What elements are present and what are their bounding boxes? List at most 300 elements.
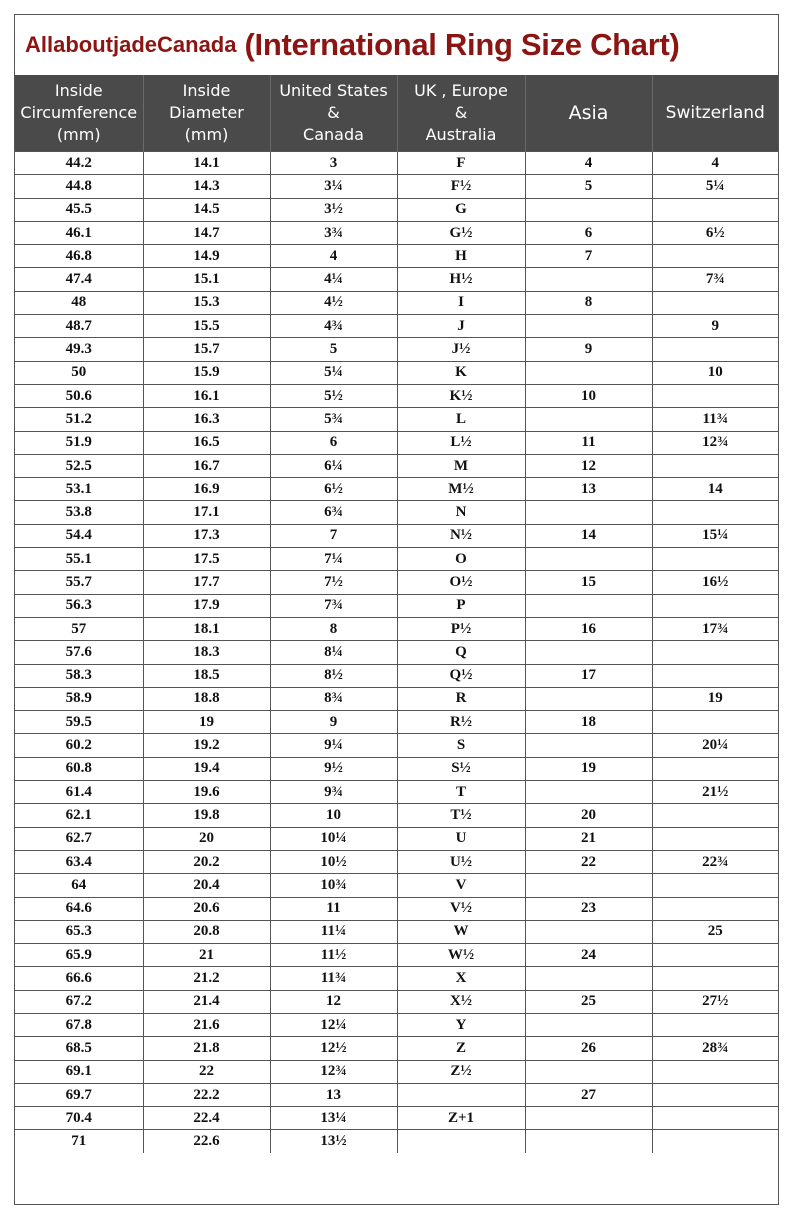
cell-asia: 5 bbox=[525, 175, 652, 198]
cell-us-canada: 12¼ bbox=[270, 1013, 397, 1036]
cell-asia bbox=[525, 967, 652, 990]
table-row bbox=[15, 175, 778, 198]
cell-diameter: 21.8 bbox=[143, 1037, 270, 1060]
cell-asia: 20 bbox=[525, 804, 652, 827]
cell-diameter: 21.2 bbox=[143, 967, 270, 990]
cell-circumference: 50 bbox=[15, 361, 143, 384]
cell-switzerland: 6½ bbox=[652, 221, 778, 244]
cell-asia: 24 bbox=[525, 944, 652, 967]
cell-switzerland: 22¾ bbox=[652, 850, 778, 873]
cell-uk-europe-australia: Z½ bbox=[397, 1060, 525, 1083]
cell-us-canada: 4¾ bbox=[270, 315, 397, 338]
cell-diameter: 22 bbox=[143, 1060, 270, 1083]
cell-diameter: 19 bbox=[143, 711, 270, 734]
cell-circumference: 63.4 bbox=[15, 850, 143, 873]
header-line: Australia bbox=[425, 125, 497, 144]
cell-uk-europe-australia: K bbox=[397, 361, 525, 384]
cell-circumference: 65.3 bbox=[15, 920, 143, 943]
cell-asia bbox=[525, 1130, 652, 1153]
cell-diameter: 15.1 bbox=[143, 268, 270, 291]
cell-us-canada: 8½ bbox=[270, 664, 397, 687]
cell-us-canada: 9 bbox=[270, 711, 397, 734]
cell-us-canada: 10 bbox=[270, 804, 397, 827]
cell-uk-europe-australia: X bbox=[397, 967, 525, 990]
cell-asia: 11 bbox=[525, 431, 652, 454]
cell-switzerland: 16½ bbox=[652, 571, 778, 594]
cell-switzerland: 11¾ bbox=[652, 408, 778, 431]
cell-circumference: 58.3 bbox=[15, 664, 143, 687]
table-row bbox=[15, 501, 778, 524]
table-row bbox=[15, 571, 778, 594]
cell-switzerland: 20¼ bbox=[652, 734, 778, 757]
cell-diameter: 20.8 bbox=[143, 920, 270, 943]
cell-uk-europe-australia: T½ bbox=[397, 804, 525, 827]
cell-asia bbox=[525, 1107, 652, 1130]
cell-asia: 4 bbox=[525, 152, 652, 175]
cell-us-canada: 10¾ bbox=[270, 874, 397, 897]
cell-us-canada: 6¾ bbox=[270, 501, 397, 524]
cell-uk-europe-australia: V bbox=[397, 874, 525, 897]
cell-switzerland bbox=[652, 338, 778, 361]
cell-circumference: 55.7 bbox=[15, 571, 143, 594]
cell-diameter: 14.9 bbox=[143, 245, 270, 268]
cell-uk-europe-australia: X½ bbox=[397, 990, 525, 1013]
cell-diameter: 17.1 bbox=[143, 501, 270, 524]
table-row bbox=[15, 1060, 778, 1083]
cell-switzerland bbox=[652, 827, 778, 850]
cell-us-canada: 7½ bbox=[270, 571, 397, 594]
cell-switzerland bbox=[652, 454, 778, 477]
header-line: Canada bbox=[303, 125, 364, 144]
cell-us-canada: 13 bbox=[270, 1083, 397, 1106]
cell-circumference: 69.7 bbox=[15, 1083, 143, 1106]
cell-uk-europe-australia bbox=[397, 1083, 525, 1106]
table-row bbox=[15, 268, 778, 291]
cell-switzerland bbox=[652, 1107, 778, 1130]
cell-switzerland bbox=[652, 291, 778, 314]
cell-us-canada: 6¼ bbox=[270, 454, 397, 477]
cell-switzerland bbox=[652, 594, 778, 617]
cell-us-canada: 3 bbox=[270, 152, 397, 175]
size-table bbox=[15, 75, 778, 1153]
cell-us-canada: 13½ bbox=[270, 1130, 397, 1153]
cell-switzerland bbox=[652, 874, 778, 897]
header-line: (mm) bbox=[56, 125, 101, 144]
header-line: UK , Europe bbox=[414, 81, 508, 100]
cell-uk-europe-australia: M½ bbox=[397, 478, 525, 501]
title-bar bbox=[15, 15, 778, 75]
cell-us-canada: 8¼ bbox=[270, 641, 397, 664]
cell-asia bbox=[525, 874, 652, 897]
table-row bbox=[15, 478, 778, 501]
cell-us-canada: 3¼ bbox=[270, 175, 397, 198]
table-row bbox=[15, 431, 778, 454]
cell-us-canada: 5 bbox=[270, 338, 397, 361]
cell-uk-europe-australia: Y bbox=[397, 1013, 525, 1036]
cell-uk-europe-australia: G bbox=[397, 198, 525, 221]
cell-diameter: 14.5 bbox=[143, 198, 270, 221]
header-united-states-canada bbox=[270, 75, 397, 152]
cell-circumference: 44.8 bbox=[15, 175, 143, 198]
table-row bbox=[15, 687, 778, 710]
ring-size-chart bbox=[14, 14, 779, 1205]
cell-diameter: 14.7 bbox=[143, 221, 270, 244]
cell-circumference: 56.3 bbox=[15, 594, 143, 617]
cell-asia: 18 bbox=[525, 711, 652, 734]
cell-us-canada: 5½ bbox=[270, 384, 397, 407]
cell-asia: 26 bbox=[525, 1037, 652, 1060]
cell-circumference: 45.5 bbox=[15, 198, 143, 221]
cell-asia: 13 bbox=[525, 478, 652, 501]
cell-uk-europe-australia: T bbox=[397, 781, 525, 804]
cell-us-canada: 12½ bbox=[270, 1037, 397, 1060]
cell-us-canada: 11 bbox=[270, 897, 397, 920]
cell-us-canada: 6 bbox=[270, 431, 397, 454]
table-row bbox=[15, 990, 778, 1013]
cell-diameter: 14.1 bbox=[143, 152, 270, 175]
cell-asia: 9 bbox=[525, 338, 652, 361]
table-row bbox=[15, 1107, 778, 1130]
table-row bbox=[15, 804, 778, 827]
cell-us-canada: 11½ bbox=[270, 944, 397, 967]
cell-circumference: 64 bbox=[15, 874, 143, 897]
cell-us-canada: 3½ bbox=[270, 198, 397, 221]
table-row bbox=[15, 221, 778, 244]
cell-us-canada: 4 bbox=[270, 245, 397, 268]
cell-asia: 23 bbox=[525, 897, 652, 920]
cell-circumference: 70.4 bbox=[15, 1107, 143, 1130]
cell-us-canada: 13¼ bbox=[270, 1107, 397, 1130]
header-line: Inside bbox=[182, 81, 231, 100]
table-row bbox=[15, 850, 778, 873]
cell-uk-europe-australia: N½ bbox=[397, 524, 525, 547]
cell-uk-europe-australia: R bbox=[397, 687, 525, 710]
cell-uk-europe-australia: K½ bbox=[397, 384, 525, 407]
cell-diameter: 20.2 bbox=[143, 850, 270, 873]
cell-asia bbox=[525, 268, 652, 291]
cell-us-canada: 9½ bbox=[270, 757, 397, 780]
cell-switzerland bbox=[652, 944, 778, 967]
cell-switzerland: 10 bbox=[652, 361, 778, 384]
cell-circumference: 60.2 bbox=[15, 734, 143, 757]
cell-uk-europe-australia: V½ bbox=[397, 897, 525, 920]
cell-uk-europe-australia: O bbox=[397, 548, 525, 571]
cell-diameter: 18.3 bbox=[143, 641, 270, 664]
cell-uk-europe-australia: P½ bbox=[397, 617, 525, 640]
cell-us-canada: 4¼ bbox=[270, 268, 397, 291]
cell-uk-europe-australia: W bbox=[397, 920, 525, 943]
cell-asia: 8 bbox=[525, 291, 652, 314]
cell-uk-europe-australia: U bbox=[397, 827, 525, 850]
cell-diameter: 21 bbox=[143, 944, 270, 967]
cell-circumference: 46.1 bbox=[15, 221, 143, 244]
header-line: Inside bbox=[54, 81, 103, 100]
table-row bbox=[15, 664, 778, 687]
cell-uk-europe-australia: Z+1 bbox=[397, 1107, 525, 1130]
cell-circumference: 51.9 bbox=[15, 431, 143, 454]
cell-circumference: 57 bbox=[15, 617, 143, 640]
cell-diameter: 22.4 bbox=[143, 1107, 270, 1130]
header-inside-diameter bbox=[143, 75, 270, 152]
cell-asia bbox=[525, 408, 652, 431]
cell-us-canada: 5¾ bbox=[270, 408, 397, 431]
table-row bbox=[15, 874, 778, 897]
table-row bbox=[15, 711, 778, 734]
cell-asia bbox=[525, 198, 652, 221]
cell-switzerland bbox=[652, 897, 778, 920]
cell-switzerland bbox=[652, 245, 778, 268]
table-body bbox=[15, 152, 778, 1154]
cell-circumference: 55.1 bbox=[15, 548, 143, 571]
cell-circumference: 49.3 bbox=[15, 338, 143, 361]
cell-us-canada: 7¾ bbox=[270, 594, 397, 617]
table-row bbox=[15, 338, 778, 361]
cell-switzerland: 14 bbox=[652, 478, 778, 501]
cell-uk-europe-australia: F bbox=[397, 152, 525, 175]
header-row bbox=[15, 75, 778, 152]
cell-uk-europe-australia: J bbox=[397, 315, 525, 338]
header-inside-circumference bbox=[15, 75, 143, 152]
table-row bbox=[15, 291, 778, 314]
cell-switzerland: 7¾ bbox=[652, 268, 778, 291]
cell-diameter: 17.9 bbox=[143, 594, 270, 617]
cell-switzerland bbox=[652, 501, 778, 524]
cell-circumference: 67.8 bbox=[15, 1013, 143, 1036]
cell-circumference: 50.6 bbox=[15, 384, 143, 407]
cell-asia bbox=[525, 781, 652, 804]
header-line: Circumference bbox=[20, 103, 138, 122]
cell-diameter: 20.4 bbox=[143, 874, 270, 897]
cell-uk-europe-australia: O½ bbox=[397, 571, 525, 594]
table-row bbox=[15, 1037, 778, 1060]
cell-diameter: 16.7 bbox=[143, 454, 270, 477]
cell-diameter: 15.7 bbox=[143, 338, 270, 361]
cell-us-canada: 4½ bbox=[270, 291, 397, 314]
cell-asia bbox=[525, 641, 652, 664]
cell-asia: 10 bbox=[525, 384, 652, 407]
cell-circumference: 68.5 bbox=[15, 1037, 143, 1060]
cell-asia: 19 bbox=[525, 757, 652, 780]
cell-circumference: 46.8 bbox=[15, 245, 143, 268]
table-row bbox=[15, 967, 778, 990]
cell-asia: 12 bbox=[525, 454, 652, 477]
cell-switzerland bbox=[652, 804, 778, 827]
table-row bbox=[15, 245, 778, 268]
cell-asia bbox=[525, 501, 652, 524]
table-row bbox=[15, 641, 778, 664]
cell-switzerland bbox=[652, 664, 778, 687]
cell-asia: 22 bbox=[525, 850, 652, 873]
cell-uk-europe-australia: L bbox=[397, 408, 525, 431]
cell-us-canada: 8 bbox=[270, 617, 397, 640]
chart-title: (International Ring Size Chart) bbox=[244, 27, 680, 62]
table-row bbox=[15, 548, 778, 571]
cell-switzerland bbox=[652, 967, 778, 990]
cell-diameter: 22.6 bbox=[143, 1130, 270, 1153]
cell-uk-europe-australia: G½ bbox=[397, 221, 525, 244]
cell-diameter: 20 bbox=[143, 827, 270, 850]
cell-switzerland: 5¼ bbox=[652, 175, 778, 198]
table-row bbox=[15, 1013, 778, 1036]
cell-us-canada: 12 bbox=[270, 990, 397, 1013]
cell-diameter: 18.8 bbox=[143, 687, 270, 710]
cell-diameter: 16.3 bbox=[143, 408, 270, 431]
cell-circumference: 48.7 bbox=[15, 315, 143, 338]
table-row bbox=[15, 198, 778, 221]
cell-diameter: 21.6 bbox=[143, 1013, 270, 1036]
cell-diameter: 19.2 bbox=[143, 734, 270, 757]
cell-asia: 6 bbox=[525, 221, 652, 244]
table-row bbox=[15, 827, 778, 850]
header-line: Switzerland bbox=[665, 103, 765, 123]
cell-circumference: 52.5 bbox=[15, 454, 143, 477]
cell-us-canada: 7¼ bbox=[270, 548, 397, 571]
table-row bbox=[15, 1083, 778, 1106]
header-line: Diameter bbox=[169, 103, 244, 122]
cell-circumference: 62.7 bbox=[15, 827, 143, 850]
cell-us-canada: 7 bbox=[270, 524, 397, 547]
cell-us-canada: 6½ bbox=[270, 478, 397, 501]
cell-uk-europe-australia: N bbox=[397, 501, 525, 524]
cell-us-canada: 11¾ bbox=[270, 967, 397, 990]
cell-switzerland bbox=[652, 1130, 778, 1153]
cell-switzerland bbox=[652, 1013, 778, 1036]
cell-us-canada: 8¾ bbox=[270, 687, 397, 710]
table-row bbox=[15, 897, 778, 920]
cell-uk-europe-australia: S bbox=[397, 734, 525, 757]
header-switzerland bbox=[652, 75, 778, 152]
table-row bbox=[15, 594, 778, 617]
cell-asia: 17 bbox=[525, 664, 652, 687]
cell-us-canada: 12¾ bbox=[270, 1060, 397, 1083]
cell-diameter: 17.7 bbox=[143, 571, 270, 594]
cell-us-canada: 10½ bbox=[270, 850, 397, 873]
cell-asia bbox=[525, 1013, 652, 1036]
cell-diameter: 17.3 bbox=[143, 524, 270, 547]
cell-diameter: 16.9 bbox=[143, 478, 270, 501]
cell-diameter: 22.2 bbox=[143, 1083, 270, 1106]
table-row bbox=[15, 315, 778, 338]
header-line: (mm) bbox=[184, 125, 229, 144]
cell-circumference: 58.9 bbox=[15, 687, 143, 710]
cell-uk-europe-australia: J½ bbox=[397, 338, 525, 361]
header-line: & bbox=[454, 103, 468, 122]
cell-uk-europe-australia bbox=[397, 1130, 525, 1153]
cell-circumference: 64.6 bbox=[15, 897, 143, 920]
cell-circumference: 44.2 bbox=[15, 152, 143, 175]
cell-us-canada: 9¼ bbox=[270, 734, 397, 757]
cell-uk-europe-australia: Q½ bbox=[397, 664, 525, 687]
cell-diameter: 19.4 bbox=[143, 757, 270, 780]
cell-switzerland bbox=[652, 384, 778, 407]
cell-us-canada: 3¾ bbox=[270, 221, 397, 244]
table-row bbox=[15, 384, 778, 407]
cell-diameter: 15.3 bbox=[143, 291, 270, 314]
cell-switzerland: 17¾ bbox=[652, 617, 778, 640]
cell-asia bbox=[525, 361, 652, 384]
cell-uk-europe-australia: P bbox=[397, 594, 525, 617]
cell-uk-europe-australia: Q bbox=[397, 641, 525, 664]
cell-uk-europe-australia: L½ bbox=[397, 431, 525, 454]
cell-asia bbox=[525, 920, 652, 943]
cell-asia bbox=[525, 315, 652, 338]
cell-switzerland: 12¾ bbox=[652, 431, 778, 454]
table-header bbox=[15, 75, 778, 152]
cell-diameter: 19.8 bbox=[143, 804, 270, 827]
cell-asia: 15 bbox=[525, 571, 652, 594]
table-row bbox=[15, 152, 778, 175]
header-line: & bbox=[327, 103, 340, 122]
cell-circumference: 53.8 bbox=[15, 501, 143, 524]
cell-diameter: 19.6 bbox=[143, 781, 270, 804]
cell-us-canada: 10¼ bbox=[270, 827, 397, 850]
cell-circumference: 71 bbox=[15, 1130, 143, 1153]
cell-diameter: 15.9 bbox=[143, 361, 270, 384]
cell-diameter: 14.3 bbox=[143, 175, 270, 198]
cell-diameter: 17.5 bbox=[143, 548, 270, 571]
cell-switzerland: 15¼ bbox=[652, 524, 778, 547]
cell-uk-europe-australia: H bbox=[397, 245, 525, 268]
cell-circumference: 61.4 bbox=[15, 781, 143, 804]
header-uk-europe-australia bbox=[397, 75, 525, 152]
cell-circumference: 47.4 bbox=[15, 268, 143, 291]
cell-switzerland: 19 bbox=[652, 687, 778, 710]
cell-switzerland bbox=[652, 198, 778, 221]
cell-diameter: 18.5 bbox=[143, 664, 270, 687]
cell-circumference: 65.9 bbox=[15, 944, 143, 967]
cell-uk-europe-australia: H½ bbox=[397, 268, 525, 291]
cell-diameter: 16.1 bbox=[143, 384, 270, 407]
brand-name: AllaboutjadeCanada bbox=[25, 32, 237, 57]
cell-switzerland: 21½ bbox=[652, 781, 778, 804]
cell-switzerland bbox=[652, 757, 778, 780]
cell-diameter: 18.1 bbox=[143, 617, 270, 640]
table-row bbox=[15, 454, 778, 477]
cell-us-canada: 9¾ bbox=[270, 781, 397, 804]
cell-circumference: 62.1 bbox=[15, 804, 143, 827]
cell-uk-europe-australia: I bbox=[397, 291, 525, 314]
cell-switzerland: 28¾ bbox=[652, 1037, 778, 1060]
cell-uk-europe-australia: Z bbox=[397, 1037, 525, 1060]
cell-switzerland bbox=[652, 641, 778, 664]
cell-circumference: 60.8 bbox=[15, 757, 143, 780]
header-line: United States bbox=[279, 81, 388, 100]
cell-switzerland: 27½ bbox=[652, 990, 778, 1013]
cell-asia: 7 bbox=[525, 245, 652, 268]
cell-switzerland: 9 bbox=[652, 315, 778, 338]
table-row bbox=[15, 734, 778, 757]
cell-uk-europe-australia: U½ bbox=[397, 850, 525, 873]
cell-uk-europe-australia: R½ bbox=[397, 711, 525, 734]
cell-asia: 16 bbox=[525, 617, 652, 640]
table-row bbox=[15, 944, 778, 967]
cell-diameter: 21.4 bbox=[143, 990, 270, 1013]
cell-asia bbox=[525, 594, 652, 617]
cell-asia: 27 bbox=[525, 1083, 652, 1106]
table-row bbox=[15, 757, 778, 780]
cell-uk-europe-australia: S½ bbox=[397, 757, 525, 780]
cell-us-canada: 11¼ bbox=[270, 920, 397, 943]
header-line: Asia bbox=[568, 102, 609, 124]
cell-switzerland: 25 bbox=[652, 920, 778, 943]
cell-switzerland bbox=[652, 548, 778, 571]
cell-switzerland bbox=[652, 711, 778, 734]
cell-circumference: 53.1 bbox=[15, 478, 143, 501]
cell-switzerland: 4 bbox=[652, 152, 778, 175]
cell-circumference: 59.5 bbox=[15, 711, 143, 734]
header-asia bbox=[525, 75, 652, 152]
table-row bbox=[15, 408, 778, 431]
